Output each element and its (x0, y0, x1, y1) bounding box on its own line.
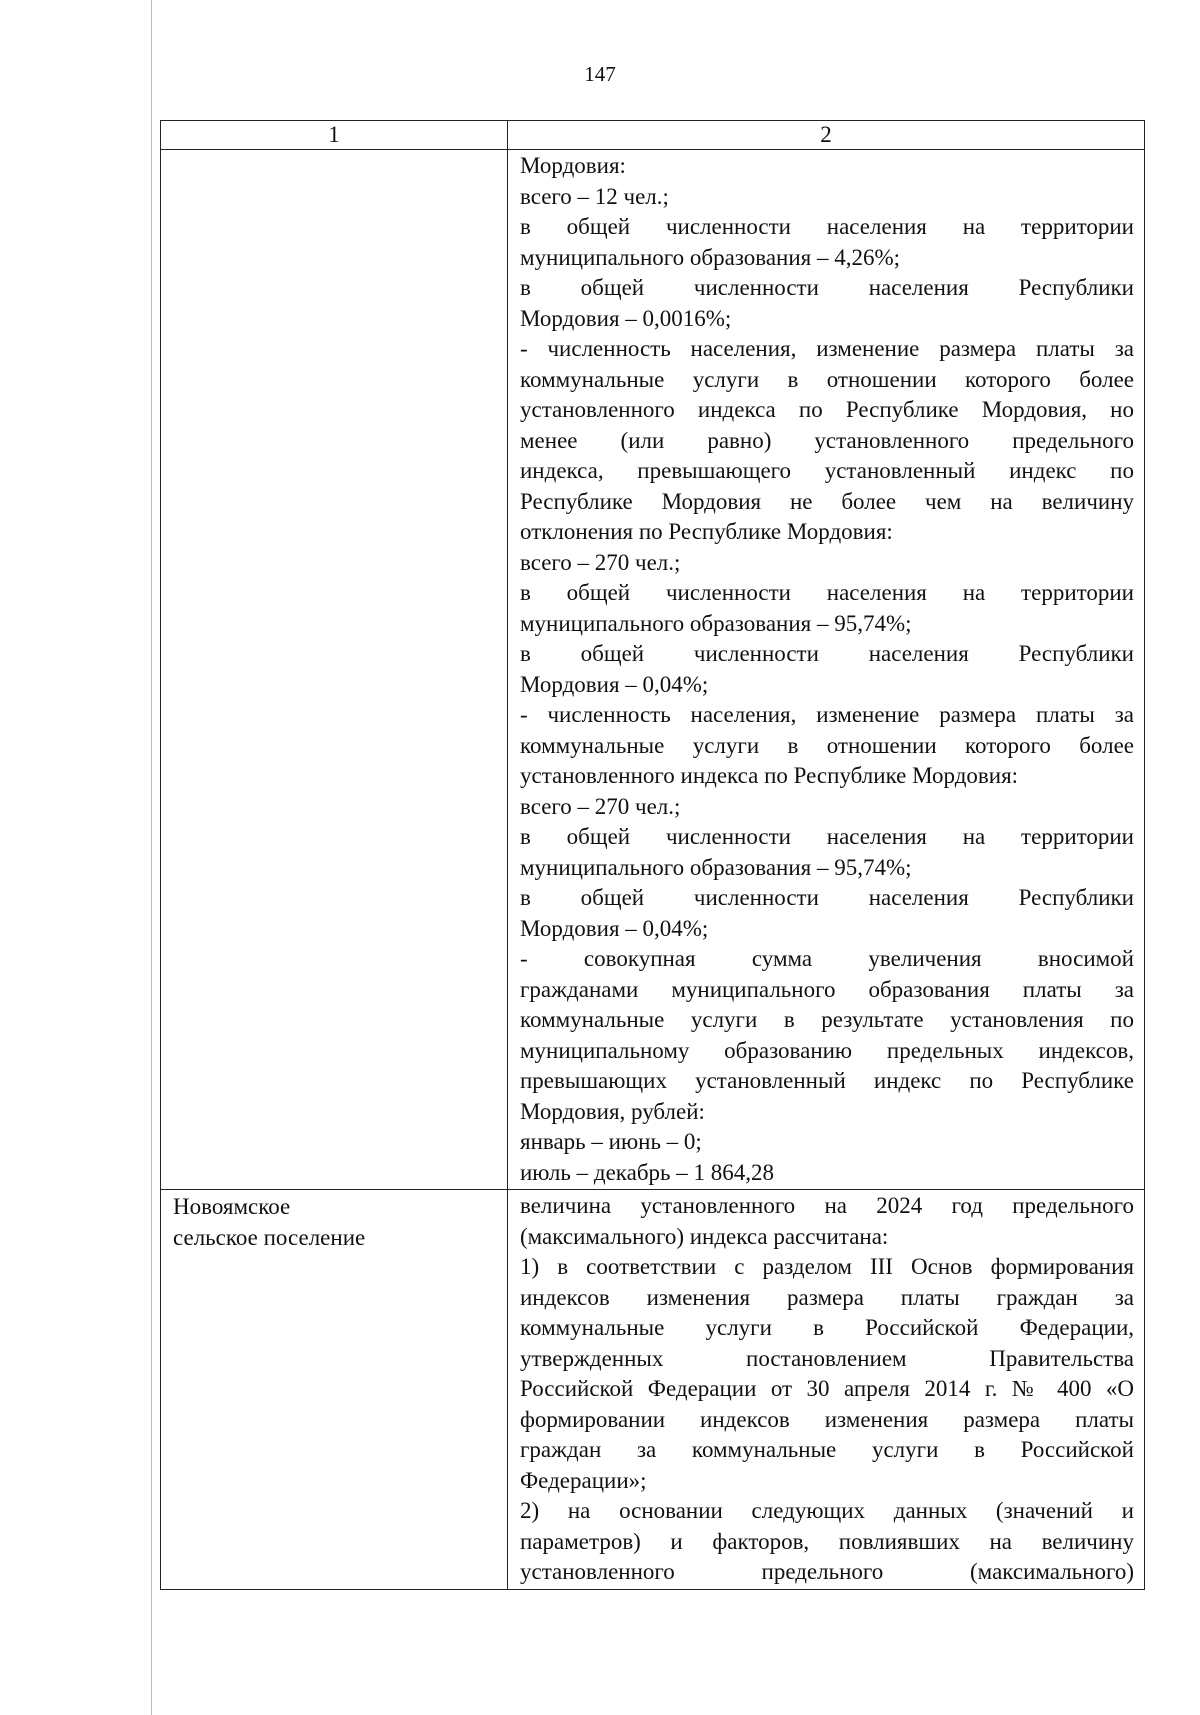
text-line: параметров) и факторов, повлиявших на величину (520, 1528, 1134, 1554)
text-line: 1) в соответствии с разделом III Основ формирования (520, 1254, 1134, 1279)
text-line: превышающих установленный индекс по Республике (520, 1068, 1134, 1093)
text-line: Мордовия: (520, 153, 626, 178)
text-line: установленного индекса по Республике Мордовия: (520, 763, 1019, 788)
text-line: в общей численности населения на территории (520, 580, 1134, 605)
text-line: в общей численности населения Республики (520, 275, 1134, 300)
text-line: коммунальные услуги в результате установления по (520, 1007, 1134, 1032)
text-line: Республике Мордовия не более чем на величину (520, 488, 1134, 514)
text-line: сельское поселение (173, 1224, 366, 1250)
text-line: всего – 12 чел.; (520, 183, 669, 209)
text-line: величина установленного на 2024 год предельного (520, 1193, 1134, 1218)
table-row (161, 150, 1145, 1190)
text-line: формировании индексов изменения размера платы (520, 1406, 1134, 1432)
text-line: - совокупная сумма увеличения вносимой (520, 946, 1134, 971)
text-line: - численность населения, изменение размера платы за (520, 336, 1134, 361)
text-line: муниципального образования – 95,74%; (520, 610, 912, 636)
row1-municipality-cell (161, 150, 508, 1190)
text-line: граждан за коммунальные услуги в Российской (520, 1437, 1134, 1462)
text-line: гражданами муниципального образования платы за (520, 976, 1134, 1002)
text-line: - численность населения, изменение размера платы за (520, 702, 1134, 727)
text-line: январь – июнь – 0; (520, 1129, 702, 1154)
text-line: коммунальные услуги в отношении которого более (520, 366, 1134, 392)
text-line: утвержденных постановлением Правительства (520, 1345, 1134, 1371)
text-line: в общей численности населения Республики (520, 885, 1134, 910)
text-line: в общей численности населения на территории (520, 824, 1134, 849)
text-line: Мордовия, рублей: (520, 1098, 705, 1124)
text-line: Федерации»; (520, 1467, 647, 1493)
document-table (160, 120, 1145, 1590)
text-line: муниципального образования – 95,74%; (520, 854, 912, 880)
text-line: 2) на основании следующих данных (значений и (520, 1498, 1134, 1523)
text-line: муниципальному образованию предельных индексов, (520, 1037, 1134, 1063)
text-line: менее (или равно) установленного предельного (520, 427, 1134, 453)
text-line: в общей численности населения Республики (520, 641, 1134, 666)
text-line: Мордовия – 0,04%; (520, 671, 709, 697)
column-header-1: 1 (161, 121, 508, 150)
row1-description-cell (508, 150, 1145, 1190)
scan-margin-line (151, 0, 152, 1715)
text-line: Новоямское (173, 1194, 291, 1219)
text-line: индекса, превышающего установленный индекс по (520, 458, 1134, 483)
text-line: Мордовия – 0,0016%; (520, 305, 732, 331)
text-line: муниципального образования – 4,26%; (520, 244, 901, 270)
table-header-row (161, 121, 1145, 150)
text-line: (максимального) индекса рассчитана: (520, 1223, 889, 1249)
row2-municipality-cell (161, 1190, 508, 1590)
text-line: отклонения по Республике Мордовия: (520, 519, 893, 544)
table-row (161, 1190, 1145, 1590)
text-line: установленного индекса по Республике Мордовия, но (520, 397, 1134, 422)
text-line: индексов изменения размера платы граждан за (520, 1284, 1134, 1310)
text-line: установленного предельного (максимального) (520, 1559, 1134, 1584)
page-number: 147 (584, 62, 616, 86)
text-line: всего – 270 чел.; (520, 549, 681, 575)
text-line: в общей численности населения на территории (520, 214, 1134, 239)
text-line: коммунальные услуги в отношении которого более (520, 732, 1134, 758)
text-line: Российской Федерации от 30 апреля 2014 г. № 400 «О (520, 1376, 1134, 1401)
text-line: коммунальные услуги в Российской Федерации, (520, 1315, 1134, 1340)
column-header-2: 2 (508, 121, 1145, 150)
text-line: всего – 270 чел.; (520, 793, 681, 819)
row2-description-cell (508, 1190, 1145, 1590)
text-line: Мордовия – 0,04%; (520, 915, 709, 941)
text-line: июль – декабрь – 1 864,28 (520, 1159, 775, 1185)
